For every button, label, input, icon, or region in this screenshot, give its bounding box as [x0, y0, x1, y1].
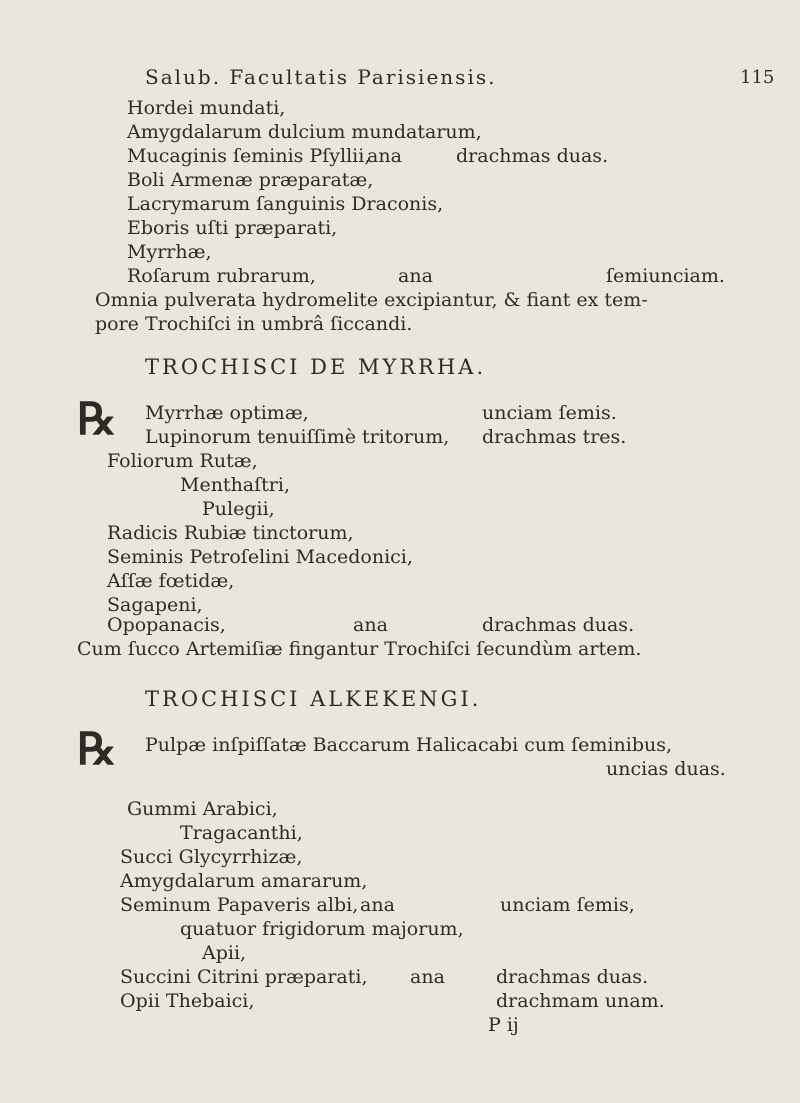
- dose: drachmam unam.: [496, 990, 665, 1012]
- signature-mark: P ij: [488, 1014, 519, 1036]
- ingredient-line: Eboris uſti præparati,: [127, 217, 338, 239]
- ingredient-line: Lacrymarum ſanguinis Draconis,: [127, 193, 444, 215]
- ana-word: ana: [398, 265, 433, 287]
- ingredient-line: Apii,: [202, 942, 247, 964]
- page-number: 115: [740, 67, 775, 88]
- ingredient-line: Pulegii,: [202, 498, 275, 520]
- ingredient-line: Myrrhæ,: [127, 241, 212, 263]
- recipe-symbol: ℞: [77, 724, 117, 775]
- recipe-symbol: ℞: [77, 394, 117, 445]
- ingredient-line: Lupinorum tenuiſſimè tritorum,: [145, 426, 450, 448]
- dose: drachmas duas.: [482, 614, 635, 636]
- ingredient-line: Gummi Arabici,: [127, 798, 278, 820]
- ingredient-line: Mucaginis ſeminis Pſyllii,: [127, 145, 371, 167]
- ingredient-line: Menthaſtri,: [180, 474, 291, 496]
- dose: drachmas duas.: [456, 145, 609, 167]
- section-title: TROCHISCI DE MYRRHA.: [145, 355, 487, 379]
- ingredient-line: Foliorum Rutæ,: [107, 450, 258, 472]
- section-title: TROCHISCI ALKEKENGI.: [145, 687, 482, 711]
- ingredient-line: Sagapeni,: [107, 594, 203, 616]
- ingredient-line: Roſarum rubrarum,: [127, 265, 316, 287]
- instruction-line: pore Trochiſci in umbrâ ſiccandi.: [95, 313, 413, 335]
- ingredient-line: Myrrhæ optimæ,: [145, 402, 309, 424]
- ingredient-line: Amygdalarum amararum,: [120, 870, 368, 892]
- ana-word: ana: [367, 145, 402, 167]
- ingredient-line: Seminum Papaveris albi,: [120, 894, 359, 916]
- ingredient-line: Radicis Rubiæ tinctorum,: [107, 522, 354, 544]
- ana-word: ana: [360, 894, 395, 916]
- ingredient-line: Opopanacis,: [107, 614, 226, 636]
- dose: unciam ſemis.: [482, 402, 617, 424]
- ingredient-line: Opii Thebaici,: [120, 990, 255, 1012]
- dose: drachmas duas.: [496, 966, 649, 988]
- ingredient-line: quatuor frigidorum majorum,: [180, 918, 464, 940]
- ingredient-line: Aſſæ fœtidæ,: [107, 570, 235, 592]
- running-title: Salub. Facultatis Parisiensis.: [145, 65, 497, 89]
- ingredient-line: Tragacanthi,: [180, 822, 303, 844]
- ana-word: ana: [353, 614, 388, 636]
- instruction-line: Omnia pulverata hydromelite excipiantur, & fiant ex tem-: [95, 289, 648, 311]
- ingredient-line: Pulpæ inſpiſſatæ Baccarum Halicacabi cum ſeminibus,: [145, 734, 673, 756]
- dose: uncias duas.: [606, 758, 726, 780]
- ingredient-line: Succini Citrini præparati,: [120, 966, 368, 988]
- dose: drachmas tres.: [482, 426, 627, 448]
- dose: ſemiunciam.: [606, 265, 725, 287]
- ingredient-line: Succi Glycyrrhizæ,: [120, 846, 303, 868]
- ingredient-line: Seminis Petroſelini Macedonici,: [107, 546, 413, 568]
- ingredient-line: Boli Armenæ præparatæ,: [127, 169, 374, 191]
- ingredient-line: Amygdalarum dulcium mundatarum,: [127, 121, 482, 143]
- instruction-line: Cum ſucco Artemiſiæ fingantur Trochiſci ſecundùm artem.: [77, 638, 642, 660]
- ingredient-line: Hordei mundati,: [127, 97, 286, 119]
- dose: unciam ſemis,: [500, 894, 635, 916]
- ana-word: ana: [410, 966, 445, 988]
